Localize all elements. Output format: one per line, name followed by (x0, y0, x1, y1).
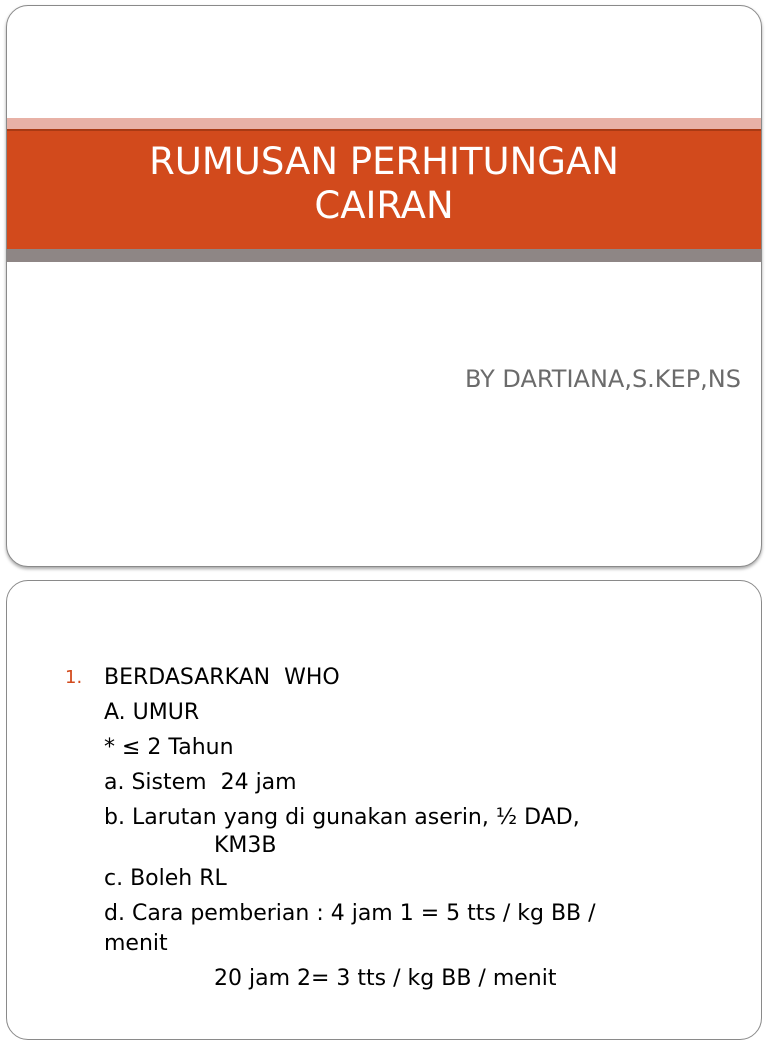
list-number: 1. (65, 667, 83, 688)
list-line-part: b. Larutan yang di gunakan aserin, ½ DAD, (104, 805, 580, 830)
slide-title-text (7, 140, 761, 228)
title-line-1: RUMUSAN PERHITUNGAN (149, 140, 619, 183)
list-line-indented (7, 964, 761, 994)
title-band-bottom-stripe (7, 249, 761, 262)
list-line: a. Sistem 24 jam (104, 770, 297, 795)
list-line: * ≤ 2 Tahun (104, 735, 234, 760)
slide-content (6, 580, 762, 1040)
list-line-continuation: KM3B (214, 833, 277, 858)
list-line-wrapped (7, 899, 761, 959)
list-line: c. Boleh RL (104, 866, 227, 891)
list-line: A. UMUR (104, 700, 200, 725)
list-item-1 (7, 663, 761, 693)
slide-title (6, 5, 762, 567)
content-list (7, 663, 761, 999)
list-line-continuation: menit (104, 931, 168, 956)
title-line-2: CAIRAN (314, 184, 454, 227)
list-item-heading: BERDASARKAN WHO (104, 665, 340, 690)
list-line-indented-text: 20 jam 2= 3 tts / kg BB / menit (214, 966, 557, 991)
slide-subtitle: BY DARTIANA,S.KEP,NS (464, 365, 741, 393)
list-line-wrapped (7, 803, 761, 859)
title-band-top-stripe (7, 118, 761, 129)
list-line-part: d. Cara pemberian : 4 jam 1 = 5 tts / kg BB / (104, 901, 596, 926)
